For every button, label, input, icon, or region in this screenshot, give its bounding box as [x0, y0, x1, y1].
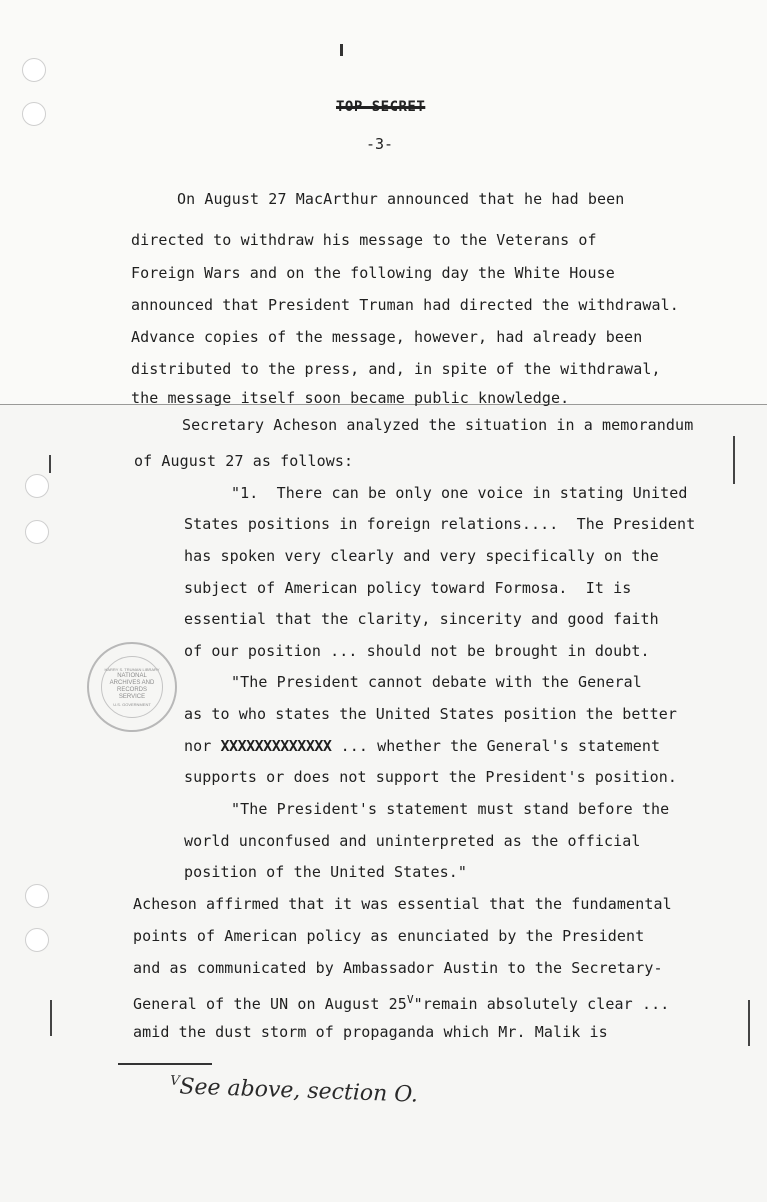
binder-hole-icon — [25, 884, 49, 908]
text-line: announced that President Truman had directed the withdrawal. — [131, 296, 679, 314]
quote-line: States positions in foreign relations.... The President — [184, 515, 696, 533]
seal-bottom-text: U.S. GOVERNMENT — [113, 702, 151, 707]
binder-hole-icon — [25, 928, 49, 952]
footnote-marker: V — [406, 993, 414, 1006]
margin-tick — [49, 455, 51, 473]
text-line: points of American policy as enunciated by the President — [133, 927, 645, 945]
seal-line: NATIONAL — [117, 673, 147, 679]
quote-line — [184, 737, 660, 755]
footnote-rule — [118, 1063, 212, 1065]
text-line: directed to withdraw his message to the Veterans of — [131, 231, 597, 249]
quote-line: "The President's statement must stand before the — [231, 800, 670, 818]
text-fragment: "remain absolutely clear ... — [413, 995, 670, 1013]
seal-ring-text: HARRY S. TRUMAN LIBRARY — [104, 667, 160, 672]
quote-line: essential that the clarity, sincerity and good faith — [184, 610, 659, 628]
margin-tick — [748, 1000, 750, 1046]
ink-mark — [340, 44, 343, 56]
classification-stamp: TOP SECRET — [336, 99, 426, 115]
binder-hole-icon — [25, 520, 49, 544]
quote-line: has spoken very clearly and very specifically on the — [184, 547, 659, 565]
text-line: Secretary Acheson analyzed the situation in a memorandum — [182, 416, 694, 434]
text-line: Acheson affirmed that it was essential that the fundamental — [133, 895, 672, 913]
text-line: On August 27 MacArthur announced that he had been — [177, 190, 625, 208]
quote-line: position of the United States." — [184, 863, 468, 881]
text-line: of August 27 as follows: — [134, 452, 354, 470]
text-line: amid the dust storm of propaganda which Mr. Malik is — [133, 1023, 608, 1041]
seal-line: SERVICE — [118, 694, 146, 700]
text-fragment: General of the UN on August 25 — [133, 995, 407, 1013]
quote-line: supports or does not support the President's position. — [184, 768, 678, 786]
binder-hole-icon — [22, 58, 46, 82]
archives-seal — [87, 642, 177, 732]
quote-line: world unconfused and uninterpreted as the official — [184, 832, 641, 850]
quote-line: "1. There can be only one voice in stating United — [231, 484, 688, 502]
seal-line: ARCHIVES AND — [109, 680, 155, 686]
text-line: Foreign Wars and on the following day the White House — [131, 264, 615, 282]
handwritten-text: See above, section O. — [179, 1074, 419, 1108]
text-line: distributed to the press, and, in spite of the withdrawal, — [131, 360, 661, 378]
quote-line: as to who states the United States position the better — [184, 705, 678, 723]
margin-tick — [733, 436, 735, 484]
seal-line: RECORDS — [116, 687, 147, 693]
quote-line: of our position ... should not be brought in doubt. — [184, 642, 650, 660]
text-line — [133, 991, 669, 1013]
text-line: and as communicated by Ambassador Austin to the Secretary- — [133, 959, 663, 977]
quote-fragment: ... whether the General's statement — [331, 737, 661, 755]
footnote-marker: V — [169, 1073, 180, 1089]
quote-fragment: nor — [184, 737, 221, 755]
binder-hole-icon — [22, 102, 46, 126]
text-line: Advance copies of the message, however, had already been — [131, 328, 643, 346]
quote-line: subject of American policy toward Formosa. It is — [184, 579, 632, 597]
text-line: the message itself soon became public knowledge. — [131, 389, 570, 407]
quote-line: "The President cannot debate with the General — [231, 673, 642, 691]
struck-out-text: XXXXXXXXXXXXX — [220, 737, 332, 755]
margin-tick — [50, 1000, 52, 1036]
binder-hole-icon — [25, 474, 49, 498]
page-number: -3- — [366, 135, 394, 153]
seal-center — [101, 656, 163, 718]
